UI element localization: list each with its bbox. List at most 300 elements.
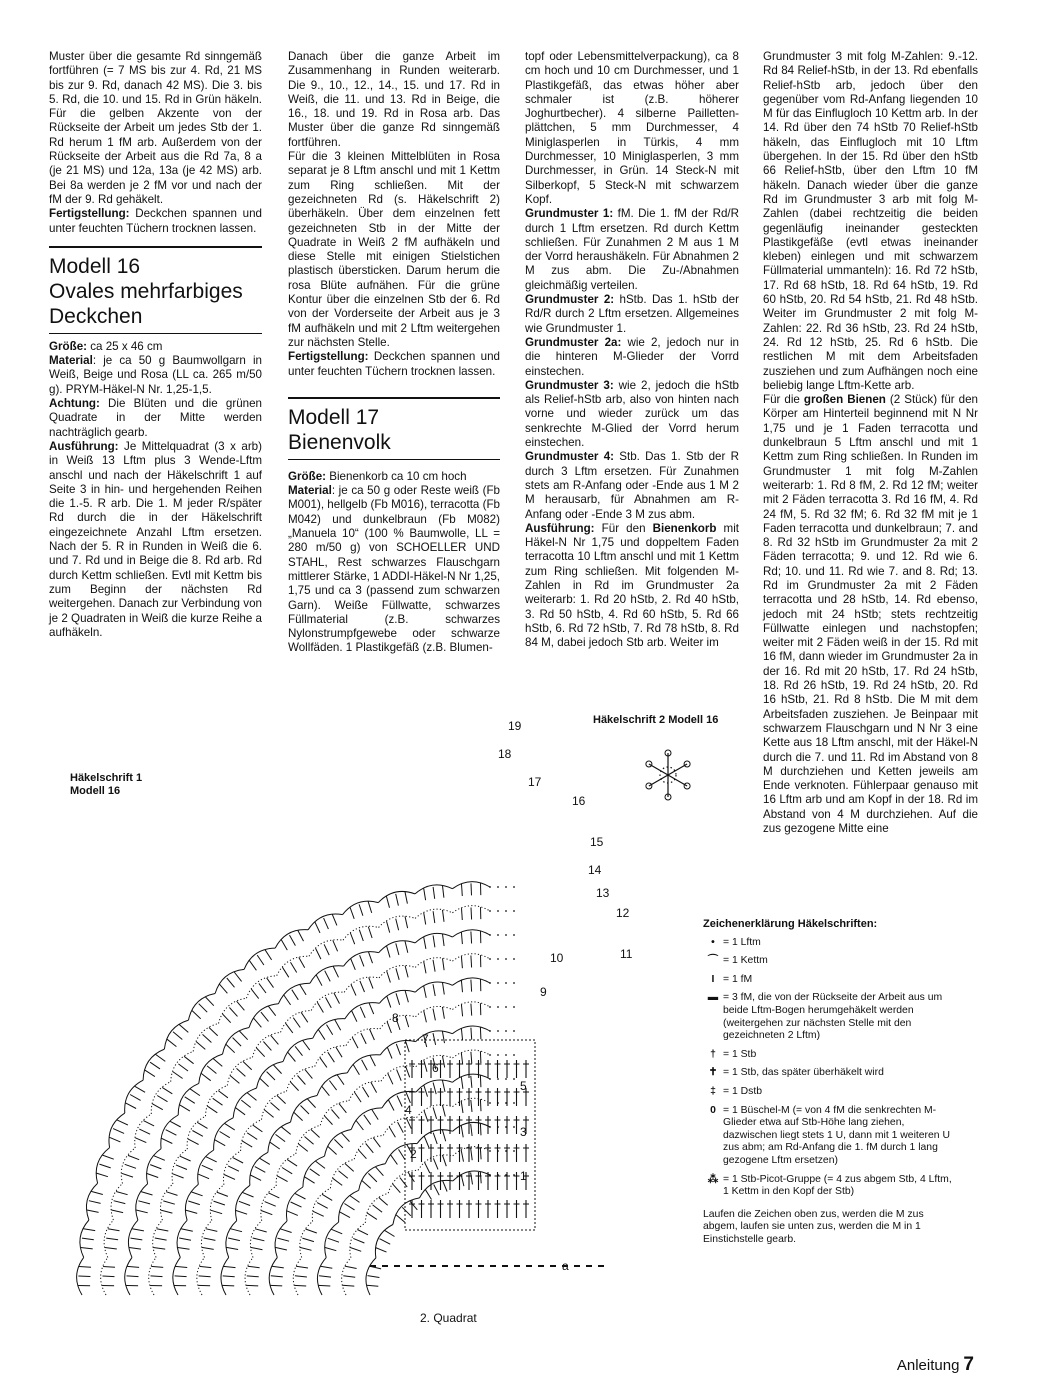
chart-stitch [284, 995, 291, 1005]
chart-stitch [155, 1238, 167, 1240]
chart-chain [505, 1078, 507, 1080]
chart-chain [489, 1030, 491, 1032]
chart-stitch [406, 1118, 411, 1129]
chart-stitch [287, 1159, 297, 1166]
legend-item [703, 1067, 953, 1080]
chart-stitch [127, 1266, 139, 1267]
chart-stitch [307, 1099, 315, 1108]
chart-stitch [199, 1266, 211, 1267]
chart-stitch [425, 1162, 430, 1173]
chart-stitch [461, 956, 462, 968]
chart-stitch [461, 1101, 463, 1113]
chart-stitch [217, 1192, 228, 1196]
chart-stitch [471, 1100, 472, 1112]
chart-stitch [157, 1096, 167, 1102]
chart-stitch [433, 1009, 435, 1021]
chart-stitch [362, 1180, 371, 1188]
row-number-label: 6 [432, 1061, 439, 1075]
round-number-label: 7 [422, 1032, 429, 1046]
legend-symbol-icon: ⁂ [707, 1173, 719, 1185]
model17-execution [525, 522, 739, 651]
chart-stitch [196, 1042, 205, 1050]
chart-stitch [326, 997, 332, 1008]
model16-execution [49, 440, 262, 640]
chart-stitch [316, 975, 322, 986]
chart-stitch [384, 1230, 394, 1236]
chart-stitch [461, 1004, 462, 1016]
chart-stitch [103, 1276, 115, 1277]
chart-stitch [370, 1055, 375, 1066]
chart-chain [489, 1078, 491, 1080]
chart-chain [489, 982, 491, 984]
chart-stitch [350, 1196, 360, 1203]
chart-stitch [222, 1285, 234, 1286]
col3-intro: topf oder Lebensmittelverpackung), ca 8 cm hoch und 10 cm Durchmesser, und 1 Plastikgefäß, das etwas höher aber schmaler ist (z.B. höherer Joghurtbecher). 4 silberne Pailletten-plättchen, 5 mm Durchmesser, 4 Miniglasperlen in Türkis, 4 mm Durchmesser, 10 Miniglasperlen, 3 mm Durchmesser, in Grün. 14 Steck-N mit Silberkopf, 5 Steck-N mit schwarzem Kopf. [525, 50, 739, 206]
chart-stitch [233, 1038, 242, 1047]
chart-stitch [91, 1191, 103, 1194]
chart-stitch [373, 1205, 383, 1212]
chart-stitch [154, 1156, 165, 1161]
legend-symbol-icon: ‡ [710, 1085, 716, 1097]
chart-stitch [259, 983, 266, 993]
execution-bold: Bienenkorb [652, 521, 717, 535]
chart-stitch [406, 1066, 410, 1077]
chart-stitch [135, 1138, 146, 1143]
chart-stitch [199, 1276, 211, 1277]
finishing-text: Deckchen spannen und unter feuchten Tüchern trocknen lassen. [49, 207, 262, 235]
chart-stitch [106, 1238, 118, 1240]
chart-stitch [471, 932, 472, 944]
chart-stitch [433, 1158, 438, 1169]
size-text: ca 25 x 46 cm [87, 339, 163, 353]
chart-stitch [339, 1103, 347, 1112]
chart-stitch [396, 894, 399, 906]
chart-stitch [316, 1161, 326, 1168]
chart-stitch [290, 935, 296, 946]
page-number: 7 [963, 1354, 974, 1375]
chart-stitch [147, 1174, 158, 1178]
chart-stitch [122, 1173, 133, 1177]
execution-label: Ausführung: [525, 521, 595, 535]
chart-stitch [350, 908, 354, 919]
model17-size [288, 470, 500, 484]
chart-stitch [260, 1158, 270, 1164]
chart-stitch [166, 1192, 177, 1196]
chart-stitch [188, 1139, 199, 1145]
chart-stitch [202, 1165, 213, 1170]
model16-material [49, 354, 262, 397]
chart-stitch [79, 1267, 91, 1268]
chart-stitch [179, 1025, 188, 1033]
chart-chain [513, 886, 515, 888]
chart-stitch [333, 940, 338, 951]
col2-intro: Danach über die ganze Arbeit im Zusammenhang in Runden weiterarb. Die 9., 10., 12., 14., 15. und 17. Rd in Weiß, die 11. und 13. Rd in Beige, die 16., 18. und 19. Rd in Rosa arb. Das Muster über die ganze Rd sinngemäß fortführen. [288, 50, 500, 149]
chart-stitch [249, 961, 256, 971]
chart-stitch [324, 944, 329, 955]
pattern-4-label: Grundmuster 4: [525, 450, 615, 464]
chart-stitch [131, 1238, 143, 1240]
round-number-label: 13 [596, 886, 610, 900]
chart-stitch [203, 1034, 212, 1042]
chart-stitch [287, 1211, 298, 1216]
chart-stitch [298, 931, 304, 942]
chart-stitch [375, 1167, 383, 1176]
round-number-label: 17 [528, 775, 542, 789]
col2-finishing [288, 350, 500, 379]
material-text: : je ca 50 g oder Reste weiß (Fb M001), hellgelb (Fb M016), terracotta (Fb M042) und dunkelbraun (Fb M082) „Manuela 10“ (100 % Baumwolle, LL = 280 m/50 g) von SCHOELLER UND STAHL, Rest schwarzes Flauschgarn mittlerer Stärke, 1 ADDI-Häkel-N Nr 1,25, 1,75 und ca 3 (passend zum schwarzen Garn). Weiße Füllwatte, schwarzes Füllmaterial (z.B. schwarzes Nylonstrumpfgewebe oder schwarze Wollfäden. 1 Plastikgefäß (z.B. Blumen- [288, 484, 500, 655]
chart-stitch [271, 1035, 279, 1044]
chart-stitch [322, 1194, 332, 1200]
chart-stitch [342, 1285, 354, 1286]
chart-stitch [334, 1139, 343, 1148]
model-17-title-line2: Bienenvolk [288, 430, 391, 454]
chart-stitch [264, 1110, 273, 1118]
chart-stitch [480, 1099, 481, 1111]
round-number-label: 18 [498, 747, 512, 761]
model16-note [49, 397, 262, 440]
chart-stitch [290, 1082, 298, 1091]
chart-stitch [248, 1266, 260, 1267]
chart-stitch [405, 941, 408, 953]
chart-chain [513, 910, 515, 912]
legend-text: = 1 Stb-Picot-Gruppe (= 4 zus abgem Stb, 4 Lftm, 1 Kettm in den Kopf der Stb) [723, 1173, 952, 1198]
chart-stitch [333, 967, 338, 978]
chart-stitch [270, 1285, 282, 1286]
chart-stitch [192, 1131, 203, 1137]
chart-stitch [176, 1165, 187, 1170]
chart-stitch [298, 1076, 306, 1085]
chart-stitch [233, 1157, 244, 1163]
chart-chain [489, 958, 491, 960]
chart-chain [505, 1030, 507, 1032]
chart-stitch [318, 1030, 325, 1040]
chart-stitch [367, 1213, 377, 1220]
material-label: Material [288, 484, 332, 498]
chart-stitch [379, 1197, 388, 1205]
chart-stitch [433, 936, 435, 948]
chart-stitch [442, 1080, 445, 1092]
material-text: : je ca 50 g Baumwollgarn in Weiß, Beige und Rosa (LL ca. 265 m/50 g). PRYM-Häkel-N Nr. 1,25-1,5. [49, 354, 262, 396]
chart-stitch [305, 1069, 313, 1078]
chart-stitch [327, 1025, 333, 1035]
pattern-2 [525, 293, 739, 336]
chart-stitch [190, 1089, 200, 1096]
bees-text-a: Für die [763, 393, 804, 407]
chart-stitch [261, 1012, 269, 1021]
chart-stitch [223, 1014, 231, 1023]
chart-stitch [471, 1076, 472, 1088]
chart-stitch [405, 966, 408, 978]
model-16-heading [49, 246, 262, 334]
legend-symbol-icon: † [710, 1048, 716, 1060]
chart-chain [505, 910, 507, 912]
chart-stitch [424, 1011, 427, 1023]
chart-stitch [207, 1066, 216, 1074]
pattern-4-text: Stb. Das 1. Stb der R durch 3 Lftm ersetzen. Für Zunahmen stets am R-Anfang oder -Ende aus 1 M 2 M herausarb, für Abnahmen am R-Anfang oder -Ende 3 M zus abm. [525, 450, 739, 521]
chart-stitch [220, 984, 228, 993]
chart-stitch [462, 908, 463, 920]
chart-stitch [246, 1285, 258, 1286]
chart-stitch [237, 1068, 246, 1076]
text-column-3 [525, 50, 739, 650]
chart-stitch [265, 1202, 276, 1207]
chart-stitch [306, 1229, 317, 1233]
chart-stitch [103, 1155, 114, 1159]
chart-stitch [83, 1229, 95, 1231]
chart-stitch [405, 916, 408, 928]
chart-stitch [387, 1047, 392, 1058]
legend-title: Zeichenerklärung Häkelschriften: [703, 918, 878, 930]
legend-item [703, 1086, 953, 1099]
chart-stitch [230, 1076, 239, 1084]
chart-stitch [150, 1062, 160, 1069]
chart-stitch [224, 1266, 236, 1267]
chart-stitch [396, 1215, 405, 1223]
chart-stitch [291, 962, 297, 972]
chart-stitch [113, 1129, 124, 1134]
chart-stitch [424, 1085, 428, 1096]
chart-stitch [228, 1166, 239, 1171]
chart-stitch [282, 967, 288, 977]
chart-stitch [180, 1156, 191, 1161]
chart-stitch [89, 1201, 101, 1204]
chart-chain [497, 1006, 499, 1008]
chart-stitch [424, 937, 426, 949]
chart-chain [497, 958, 499, 960]
chart-stitch [199, 1004, 208, 1013]
chart-stitch [433, 887, 435, 899]
row-number-label: 2 [410, 1147, 417, 1161]
chart-stitch [141, 1192, 153, 1195]
chart-2-caption: Häkelschrift 2 Modell 16 [593, 714, 719, 726]
chart-stitch [117, 1120, 128, 1125]
chart-stitch [443, 1180, 448, 1191]
chart-stitch [298, 1144, 307, 1152]
chart-stitch [230, 1229, 242, 1232]
chart-stitch [315, 922, 320, 933]
chart-stitch [278, 1238, 290, 1241]
chart-stitch [396, 993, 400, 1005]
chart-stitch [443, 910, 445, 922]
chart-stitch [399, 1149, 405, 1159]
finishing-label: Fertigstellung: [49, 207, 130, 221]
chart-stitch [334, 993, 340, 1004]
chart-stitch [461, 980, 462, 992]
legend-text: = 1 Lftm [723, 936, 761, 948]
chart-stitch [241, 1100, 250, 1107]
chart-stitch [344, 1204, 354, 1210]
chart-stitch [328, 1238, 339, 1242]
chart-chain [489, 886, 491, 888]
chart-stitch [471, 1124, 472, 1136]
legend-text: = 1 Dstb [723, 1085, 762, 1097]
chart-stitch [363, 1087, 369, 1097]
chart-stitch [391, 1155, 398, 1165]
pattern-2a [525, 336, 739, 379]
chart-stitch [178, 1248, 190, 1250]
chart-stitch [294, 1112, 303, 1120]
chart-stitch [218, 1091, 228, 1098]
legend-symbol-icon: ▬ [707, 992, 719, 1004]
chart-chain [497, 910, 499, 912]
chart-stitch [368, 1276, 380, 1278]
chart-round-labels [392, 719, 633, 1325]
chart-stitch [480, 1027, 481, 1039]
chart-stitch [220, 1132, 230, 1138]
pattern-2a-text: wie 2, jedoch nur in die hinteren M-Glieder der Vorrd einstechen. [525, 335, 739, 378]
chart-stitch [424, 913, 426, 925]
text-column-2 [288, 50, 500, 656]
legend-item [703, 1049, 953, 1062]
chart-stitch [371, 1082, 377, 1093]
chart-stitch [359, 930, 363, 941]
chart-stitch [461, 1053, 462, 1065]
chart-stitch [215, 1140, 225, 1146]
legend-item [703, 955, 953, 968]
chart-stitch [257, 955, 264, 965]
chart-stitch [226, 1247, 238, 1249]
chart-chain [513, 1078, 515, 1080]
chart-stitch [406, 1092, 411, 1103]
chart-stitch [461, 1150, 463, 1162]
chart-stitch [116, 1192, 128, 1195]
chart-stitch [198, 1174, 209, 1179]
chart-stitch [267, 1072, 275, 1080]
chart-stitch [336, 1047, 342, 1057]
chart-stitch [351, 959, 356, 970]
chart-chain [513, 1054, 515, 1056]
legend-item [703, 1105, 953, 1168]
chart-stitch [166, 1130, 177, 1136]
chart-round-arcs [77, 882, 515, 1295]
chart-stitch [236, 1210, 247, 1214]
pattern-3-text: wie 2, jedoch die hStb als Relief-hStb arb, also von hinten nach vorne und wieder zurück um das senkrechte M-Glied der Vorrd herum einstechen. [525, 378, 739, 450]
chart-stitch [213, 1059, 222, 1067]
chart-stitch [250, 1175, 261, 1180]
chart-stitch [337, 1075, 344, 1085]
chart-stitch [224, 1175, 235, 1180]
chart-stitch [424, 986, 427, 998]
chart-stitch [175, 1266, 187, 1267]
legend-symbol-icon: I [711, 973, 715, 985]
size-label: Größe: [288, 469, 327, 483]
chart-stitch [322, 1086, 330, 1095]
chart-stitch [256, 1048, 264, 1057]
chart-stitch [442, 1155, 446, 1166]
pattern-1 [525, 207, 739, 293]
chart-stitch [229, 1008, 237, 1017]
chart-stitch [270, 1142, 280, 1149]
legend-symbol-icon: ⌒ [707, 955, 719, 967]
chart-stitch [242, 1192, 253, 1197]
chart-stitch [156, 1054, 166, 1061]
chart-center-square [370, 1040, 610, 1266]
chart-stitch [400, 1178, 407, 1188]
chart-stitch [180, 1105, 190, 1111]
chart-chain [489, 1126, 491, 1128]
row-number-label: 5 [520, 1079, 527, 1093]
chart-stitch [387, 946, 390, 958]
chart-stitch [386, 896, 389, 908]
chart-stitch [329, 1081, 336, 1091]
chart-stitch [305, 1177, 315, 1183]
chart-stitch [130, 1095, 141, 1101]
chart-stitch [434, 1185, 440, 1196]
chart-stitch [333, 1178, 343, 1185]
chart-stitch [170, 1121, 181, 1127]
model-16-title-line1: Modell 16 [49, 254, 141, 278]
chart-stitch [352, 1038, 358, 1049]
chart-chain [489, 1150, 491, 1152]
chart-stitch [184, 1056, 194, 1063]
chart-stitch [433, 1107, 437, 1119]
chart-stitch [226, 1044, 235, 1052]
pattern-3-label: Grundmuster 3: [525, 378, 614, 392]
chart-chain [513, 958, 515, 960]
chart-stitch [214, 1201, 225, 1205]
round-number-label: 19 [508, 719, 522, 733]
round-number-label: 15 [590, 835, 604, 849]
chart-stitch [151, 1266, 163, 1267]
chart-stitch [172, 1174, 183, 1178]
col4-text1: Grundmuster 3 mit folg M-Zahlen: 9.-12. Rd 84 Relief-hStb, in der 13. Rd ebenfalls Relief-hStb arb, jedoch über den gegenüber vom Rd-Anfang liegenden 10 M für das Einflugloch 10 Kettm arb. In der 14. Rd über den 74 hStb 70 Relief-hStb häkeln, das Einflugloch mit 10 Lftm übergehen. In der 15. Rd über den hStb 66 Relief-hStb, über den Lftm 10 fM häkeln. Danach wieder über die ganze Rd im Grundmuster 3 arb mit folg M-Zahlen (dabei rechtzeitig die beiden gegenläufig ineinander gesteckten Plastikgefäße (evtl etwas ineinander kleben) einlegen und mit schwarzem Füllmaterial ummanteln): 16. Rd 72 hStb, 17. Rd 68 hStb, 18. Rd 64 hStb, 19. Rd 60 hStb, 20. Rd 54 hStb, 21. Rd 48 hStb. Weiter im Grundmuster 2 mit folg M-Zahlen: 22. Rd 36 hStb, 23. Rd 24 hStb, 24. Rd 12 hStb, 25. Rd 6 hStb. Die restlichen M mit dem Arbeitsfaden zusziehen und zum Aufhängen noch eine beliebig lange Lftm-Kette arb. [763, 50, 978, 392]
chart-stitch [353, 1238, 364, 1243]
chart-stitch [325, 1247, 337, 1250]
chart-stitch [293, 1018, 300, 1028]
chart-stitch [328, 1146, 337, 1154]
chart-stitch [462, 884, 463, 896]
chart-stitch [225, 1123, 235, 1130]
chart-stitch [425, 1189, 431, 1199]
model-17-heading [288, 397, 500, 460]
chart-stitch [143, 1121, 154, 1126]
chart-stitch [109, 1137, 120, 1142]
chart-stitch [370, 1029, 375, 1040]
chart-stitch [388, 1073, 393, 1084]
chart-stitch [424, 962, 426, 974]
chart-stitch [387, 996, 391, 1007]
chart-stitch [424, 1136, 429, 1147]
chart-stitch [357, 1230, 368, 1235]
chart-stitch [380, 1239, 391, 1245]
chart-stitch [281, 940, 287, 950]
bees-bold: großen Bienen [803, 393, 886, 407]
chart-chain [489, 1054, 491, 1056]
chart-stitch [424, 1111, 428, 1122]
chart-stitch [197, 1122, 207, 1128]
chart-stitch [247, 1133, 257, 1140]
legend-text: = 3 fM, die von der Rückseite der Arbeit aus um beide Lftm-Bogen herumgehäkelt werden (weitergehen zur nächsten Stelle mit den gezeichneten 2 Lftm) [723, 992, 943, 1042]
chart-stitch [350, 1247, 361, 1251]
chart-stitch [132, 1229, 144, 1231]
material-label: Material [49, 354, 93, 368]
chart-stitch [255, 1167, 265, 1173]
chart-stitch [178, 1064, 188, 1071]
chart-chain [513, 1006, 515, 1008]
chart-stitch [396, 968, 399, 980]
chart-stitch [191, 1192, 202, 1196]
chart-stitch [294, 1285, 306, 1286]
chart-stitch [99, 1164, 110, 1168]
chart-stitch [405, 1016, 409, 1028]
legend-text: = 1 Kettm [723, 955, 768, 967]
chart-stitch [207, 1106, 217, 1113]
chart-chain [497, 982, 499, 984]
chart-stitch [288, 1052, 296, 1061]
chart-stitch [442, 1056, 444, 1068]
chart-stitch [260, 1078, 269, 1086]
footer-label: Anleitung [896, 1357, 960, 1374]
